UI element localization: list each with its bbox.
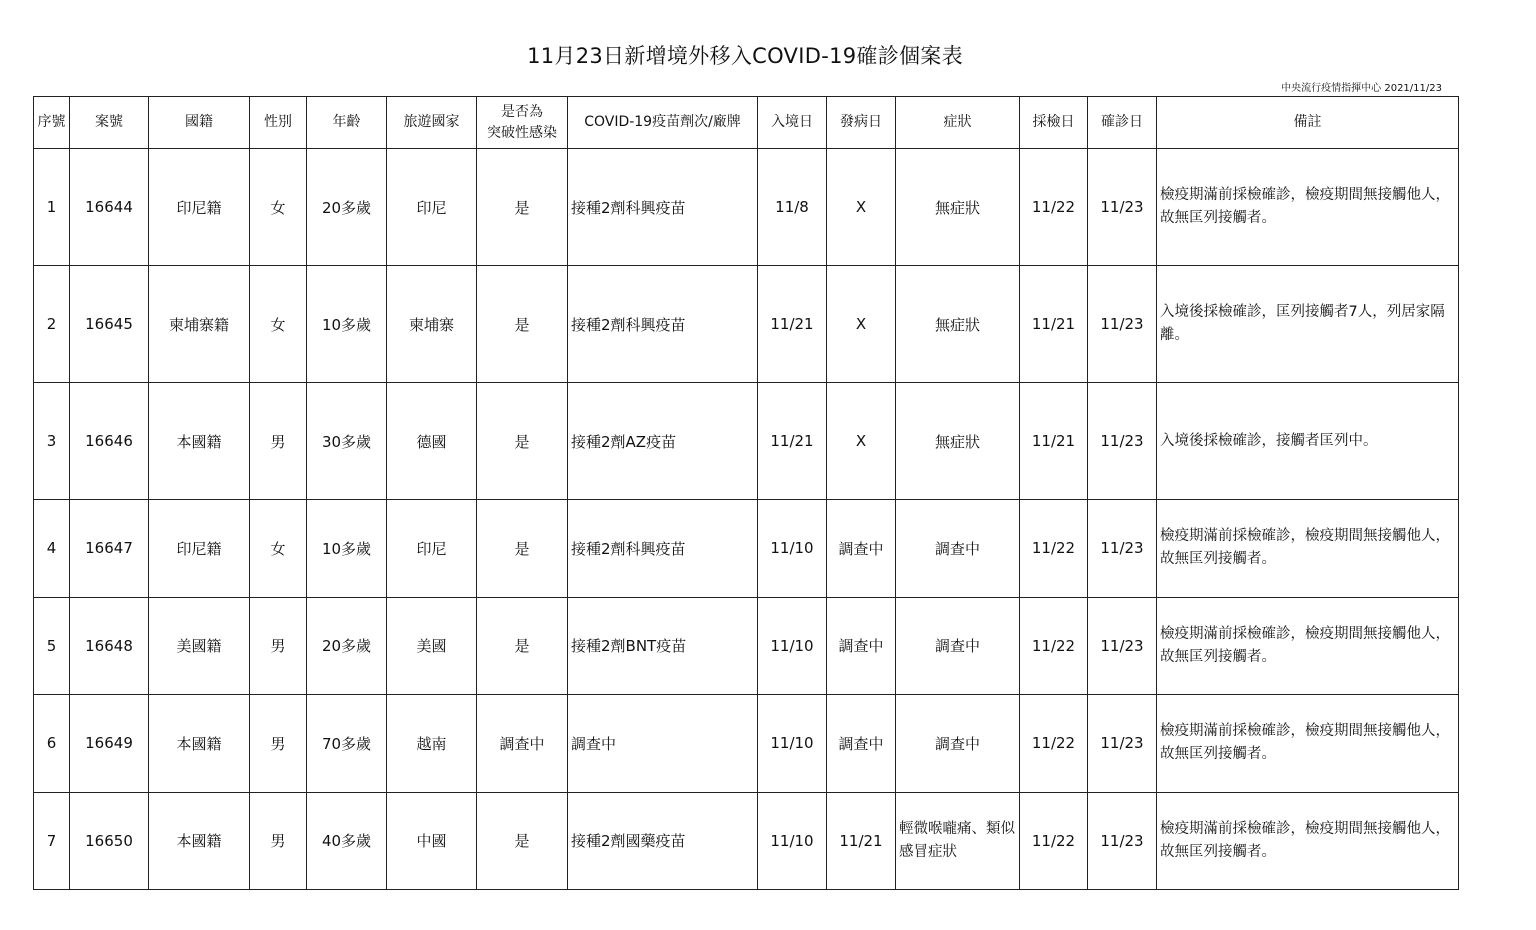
cell-breakthrough: 是 (477, 500, 568, 598)
cell-travel: 越南 (387, 695, 477, 793)
cell-onset: 調查中 (827, 695, 896, 793)
cell-travel: 印尼 (387, 500, 477, 598)
cell-age: 30多歲 (307, 383, 387, 500)
table-row (34, 695, 1459, 793)
cell-breakthrough: 是 (477, 597, 568, 695)
header-test: 採檢日 (1020, 97, 1088, 149)
cell-test: 11/22 (1020, 149, 1088, 266)
header-sex: 性別 (250, 97, 307, 149)
cell-nationality: 本國籍 (149, 383, 250, 500)
table-row (34, 597, 1459, 695)
cell-breakthrough: 是 (477, 792, 568, 890)
cell-travel: 中國 (387, 792, 477, 890)
cell-arrival: 11/10 (758, 597, 827, 695)
cell-nationality: 印尼籍 (149, 149, 250, 266)
cell-arrival: 11/10 (758, 792, 827, 890)
cell-nationality: 印尼籍 (149, 500, 250, 598)
cell-onset: X (827, 383, 896, 500)
cell-vaccine: 調查中 (568, 695, 758, 793)
cell-age: 10多歲 (307, 500, 387, 598)
cell-confirm: 11/23 (1088, 792, 1157, 890)
cell-symptom: 無症狀 (896, 266, 1020, 383)
cell-confirm: 11/23 (1088, 149, 1157, 266)
cell-arrival: 11/21 (758, 266, 827, 383)
cell-travel: 印尼 (387, 149, 477, 266)
cell-onset: X (827, 149, 896, 266)
header-breakthrough (477, 97, 568, 149)
cell-note: 入境後採檢確診，匡列接觸者7人，列居家隔離。 (1157, 266, 1459, 383)
table-row (34, 383, 1459, 500)
header-age: 年齡 (307, 97, 387, 149)
cell-note: 入境後採檢確診，接觸者匡列中。 (1157, 383, 1459, 500)
cell-arrival: 11/10 (758, 695, 827, 793)
cell-sex: 男 (250, 695, 307, 793)
cell-test: 11/21 (1020, 266, 1088, 383)
cell-note: 檢疫期滿前採檢確診，檢疫期間無接觸他人，故無匡列接觸者。 (1157, 695, 1459, 793)
cell-symptom: 無症狀 (896, 383, 1020, 500)
header-travel: 旅遊國家 (387, 97, 477, 149)
cell-no: 5 (34, 597, 70, 695)
cell-symptom: 輕微喉嚨痛、類似感冒症狀 (896, 792, 1020, 890)
cell-confirm: 11/23 (1088, 500, 1157, 598)
source-line: 中央流行疫情指揮中心 2021/11/23 (1281, 83, 1442, 94)
cell-vaccine: 接種2劑科興疫苗 (568, 266, 758, 383)
cell-symptom: 調查中 (896, 695, 1020, 793)
cell-case: 16645 (70, 266, 149, 383)
cell-breakthrough: 是 (477, 266, 568, 383)
cell-confirm: 11/23 (1088, 695, 1157, 793)
table-header-row (34, 97, 1459, 149)
header-nationality: 國籍 (149, 97, 250, 149)
page-title: 11月23日新增境外移入COVID-19確診個案表 (527, 44, 963, 68)
cell-vaccine: 接種2劑科興疫苗 (568, 500, 758, 598)
cell-arrival: 11/21 (758, 383, 827, 500)
cell-nationality: 美國籍 (149, 597, 250, 695)
cell-arrival: 11/8 (758, 149, 827, 266)
cell-sex: 女 (250, 266, 307, 383)
header-note: 備註 (1157, 97, 1459, 149)
cell-no: 1 (34, 149, 70, 266)
cell-test: 11/22 (1020, 500, 1088, 598)
cell-age: 20多歲 (307, 149, 387, 266)
cell-no: 2 (34, 266, 70, 383)
cell-symptom: 調查中 (896, 597, 1020, 695)
cell-confirm: 11/23 (1088, 383, 1157, 500)
cell-onset: 調查中 (827, 597, 896, 695)
cell-note: 檢疫期滿前採檢確診，檢疫期間無接觸他人，故無匡列接觸者。 (1157, 597, 1459, 695)
cell-no: 6 (34, 695, 70, 793)
cell-age: 40多歲 (307, 792, 387, 890)
cell-case: 16649 (70, 695, 149, 793)
cell-age: 70多歲 (307, 695, 387, 793)
header-breakthrough-line2: 突破性感染 (487, 124, 557, 141)
cell-confirm: 11/23 (1088, 266, 1157, 383)
cell-test: 11/22 (1020, 695, 1088, 793)
cell-case: 16646 (70, 383, 149, 500)
cell-nationality: 柬埔寨籍 (149, 266, 250, 383)
cell-no: 7 (34, 792, 70, 890)
cell-confirm: 11/23 (1088, 597, 1157, 695)
header-confirm: 確診日 (1088, 97, 1157, 149)
header-vaccine: COVID-19疫苗劑次/廠牌 (568, 97, 758, 149)
table-row (34, 149, 1459, 266)
header-case: 案號 (70, 97, 149, 149)
header-no: 序號 (34, 97, 70, 149)
table-row (34, 500, 1459, 598)
cell-travel: 美國 (387, 597, 477, 695)
cell-vaccine: 接種2劑國藥疫苗 (568, 792, 758, 890)
cell-onset: 調查中 (827, 500, 896, 598)
cell-vaccine: 接種2劑科興疫苗 (568, 149, 758, 266)
cell-symptom: 無症狀 (896, 149, 1020, 266)
header-symptom: 症狀 (896, 97, 1020, 149)
cell-case: 16650 (70, 792, 149, 890)
cell-sex: 女 (250, 149, 307, 266)
cell-note: 檢疫期滿前採檢確診，檢疫期間無接觸他人，故無匡列接觸者。 (1157, 792, 1459, 890)
cell-arrival: 11/10 (758, 500, 827, 598)
header-breakthrough-line1: 是否為 (501, 103, 543, 120)
table-row (34, 266, 1459, 383)
cell-nationality: 本國籍 (149, 695, 250, 793)
cell-no: 3 (34, 383, 70, 500)
cell-sex: 女 (250, 500, 307, 598)
table-row (34, 792, 1459, 890)
header-arrival: 入境日 (758, 97, 827, 149)
cell-onset: X (827, 266, 896, 383)
cell-vaccine: 接種2劑BNT疫苗 (568, 597, 758, 695)
cell-note: 檢疫期滿前採檢確診，檢疫期間無接觸他人，故無匡列接觸者。 (1157, 500, 1459, 598)
cell-travel: 德國 (387, 383, 477, 500)
cell-no: 4 (34, 500, 70, 598)
cell-test: 11/22 (1020, 792, 1088, 890)
cell-travel: 柬埔寨 (387, 266, 477, 383)
cell-breakthrough: 調查中 (477, 695, 568, 793)
cell-test: 11/21 (1020, 383, 1088, 500)
cell-case: 16647 (70, 500, 149, 598)
case-table (33, 96, 1459, 890)
cell-nationality: 本國籍 (149, 792, 250, 890)
cell-symptom: 調查中 (896, 500, 1020, 598)
cell-vaccine: 接種2劑AZ疫苗 (568, 383, 758, 500)
cell-case: 16644 (70, 149, 149, 266)
cell-onset: 11/21 (827, 792, 896, 890)
cell-note: 檢疫期滿前採檢確診，檢疫期間無接觸他人，故無匡列接觸者。 (1157, 149, 1459, 266)
cell-sex: 男 (250, 383, 307, 500)
cell-test: 11/22 (1020, 597, 1088, 695)
cell-breakthrough: 是 (477, 149, 568, 266)
cell-sex: 男 (250, 597, 307, 695)
cell-sex: 男 (250, 792, 307, 890)
header-onset: 發病日 (827, 97, 896, 149)
cell-breakthrough: 是 (477, 383, 568, 500)
cell-age: 10多歲 (307, 266, 387, 383)
cell-age: 20多歲 (307, 597, 387, 695)
cell-case: 16648 (70, 597, 149, 695)
